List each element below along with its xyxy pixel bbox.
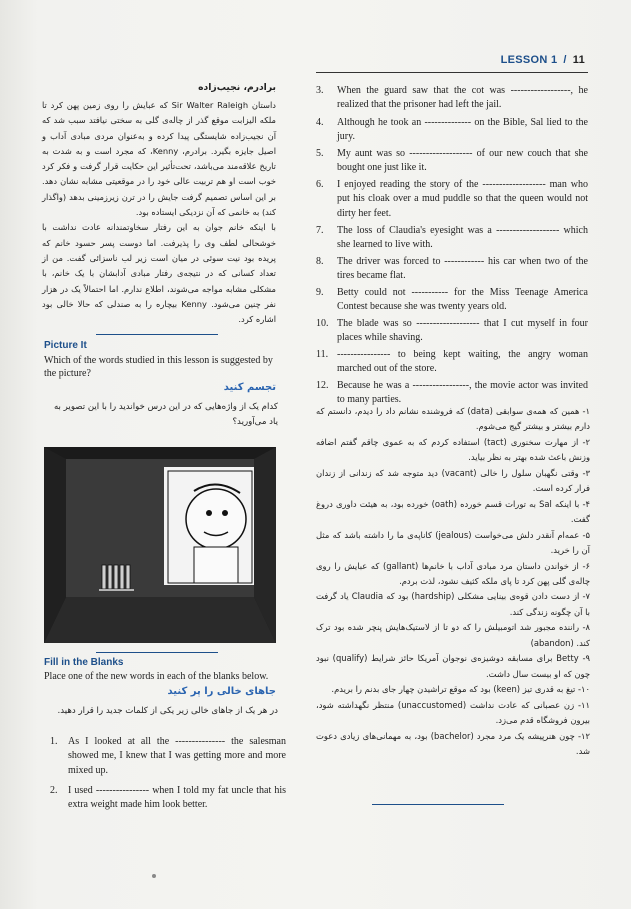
- header-rule: [316, 72, 588, 73]
- question-item: [44, 784, 286, 813]
- question-number: 7.: [316, 225, 324, 236]
- question-number: 12.: [316, 380, 329, 391]
- question-text: Betty could not ----------- for the Miss Teenage America Contest because she was twenty years old.: [337, 287, 588, 313]
- page-number: 11: [572, 54, 585, 66]
- question-text: When the guard saw that the cot was ------------------, he realized that the prisoner had left the jail.: [337, 85, 588, 111]
- question-item: [44, 735, 286, 778]
- section-divider: [372, 804, 504, 805]
- question-number: 8.: [316, 256, 324, 267]
- translation-item: ۱- همین که همه‌ی سوابقی (data) که فروشنده نشانم داد را دیدم، دانستم که دارم بیشتر و بیشتر گیج می‌شوم.: [316, 406, 590, 432]
- translation-item: ۸- راننده مجبور شد اتومبیلش را که دو تا از لاستیک‌هایش پنچر شده بود ترک کند. (abandon): [316, 622, 590, 648]
- question-text: As I looked at all the --------------- the salesman showed me, I knew that I was getting more and more mixed up.: [68, 736, 286, 776]
- picture-it-fa-heading: تجسم کنید: [223, 382, 276, 393]
- lesson-label: LESSON 1: [500, 54, 558, 66]
- translation-item: ۴- با اینکه Sal به تورات قسم خورده (oath) خورده بود، به هیئت داوری دروغ گفت.: [316, 498, 590, 525]
- question-number: 9.: [316, 287, 324, 298]
- story-paragraph: با اینکه خانم جوان به این رفتار سخاوتمندانه عادت نداشت با خوشحالی لطف وی را پذیرفت. اما دوست پسر حسود خانم که پریده بود نیت سوئی در میان است زیر لب ناسزائی گفت. من از تعداد کسانی که در نتیجه‌ی رفتار مبادی آدابشان با یک خانم، با مشکلی مشابه مواجه می‌شوند، اطلاع ندارم. اما احتمالاً یک در هزار نفر چنین می‌شود. Kenny بیچاره را به صندلی که حالا خالی بود اشاره کرد.: [42, 222, 276, 325]
- page-mark: [152, 874, 156, 878]
- question-text: The driver was forced to ------------ his car when two of the tires became flat.: [337, 256, 588, 282]
- question-item: [316, 224, 588, 253]
- translation-item: ۳- وقتی نگهبان سلول را خالی (vacant) دید متوجه شد که زندانی از زندان فرار کرده است.: [316, 467, 590, 494]
- question-text: Although he took an -------------- on the Bible, Sal lied to the jury.: [337, 117, 588, 143]
- page-header: [501, 54, 585, 66]
- question-item: [316, 255, 588, 284]
- question-number: 5.: [316, 148, 324, 159]
- question-item: [316, 348, 588, 377]
- question-number: 10.: [316, 318, 329, 329]
- translation-item: ۱۲- چون هنرپیشه یک مرد مجرد (bachelor) بود، به مهمانی‌های زیادی دعوت شد.: [316, 730, 590, 756]
- question-text: Because he was a -----------------, the movie actor was invited to many parties.: [337, 380, 588, 406]
- question-item: [316, 317, 588, 346]
- fill-blanks-fa-instruction: در هر یک از جاهای خالی زیر یکی از کلمات جدید را قرار دهید.: [57, 706, 278, 716]
- translation-item: ۵- عمه‌ام آنقدر دلش می‌خواست (jealous) کاناپه‌ی ما را داشته باشد که مثل آن را خرید.: [316, 529, 590, 556]
- story-title: برادرم، نجیب‌زاده: [198, 82, 276, 93]
- header-separator: /: [563, 54, 567, 66]
- story-paragraph: داستان Sir Walter Raleigh که عبایش را روی زمین پهن کرد تا ملکه الیزابت موقع گذر از چاله‌ی گلی به سختی نیافتد سبب شد که آن نجیب‌زاده شایستگی پیدا کرده و به‌عنوان مردی مبادی آداب و اصیل جایزه بگیرد. برادرم، Kenny، که مجرد است و به شدت به تاریخ علاقه‌مند می‌باشد، تحت‌تأثیر این حکایت قرار گرفت و فکر کرد خوب است او هم تربیت عالی خود را در موقعیتی مشابه نشان دهد. بر این اساس تصمیم گرفت جایش را در ترن زیرزمینی بدهد (واگذار کند) به خانمی که آن نزدیکی ایستاده بود.: [42, 100, 277, 218]
- question-text: ---------------- to being kept waiting, the angry woman marched out of the store.: [337, 349, 588, 375]
- question-text: The loss of Claudia's eyesight was a ------------------- which she learned to live with.: [337, 225, 588, 251]
- question-text: The blade was so ------------------- that I cut myself in four places while shaving.: [337, 318, 588, 344]
- question-item: [316, 286, 588, 315]
- cartoon-illustration: [44, 447, 276, 643]
- story-text: [42, 98, 276, 327]
- question-number: 3.: [316, 85, 324, 96]
- picture-it-fa-instruction: کدام یک از واژه‌هایی که در این درس خواندید را با این تصویر به یاد می‌آورید؟: [53, 402, 278, 427]
- translation-item: ۱۰- تیغ به قدری تیز (keen) بود که موقع تراشیدن چهار جای بدنم را بریدم.: [331, 684, 590, 695]
- translations-list: [316, 404, 590, 759]
- question-item: [316, 84, 588, 113]
- question-text: I used ---------------- when I told my fat uncle that his extra weight made him look better.: [68, 785, 286, 811]
- translation-item: ۷- از دست دادن قوه‌ی بینایی مشکلی (hardship) بود که Claudia یاد گرفت با آن چگونه زندگی کند.: [316, 591, 590, 617]
- picture-it-heading: Picture It: [44, 340, 87, 351]
- section-divider: [96, 334, 218, 335]
- question-item: [316, 178, 588, 221]
- question-text: I enjoyed reading the story of the ------------------- man who put his cloak over a mud puddle so that the queen would not dirty her feet.: [337, 179, 588, 219]
- section-divider: [96, 652, 218, 653]
- room-cartoon-icon: [44, 447, 276, 643]
- translation-item: ۶- از خواندن داستان مرد مبادی آداب با خانم‌ها (gallant) که عبایش را روی چاله‌ی گلی پهن کرد تا پای ملکه کثیف نشود، لذت بردم.: [316, 560, 590, 586]
- fill-blanks-instruction: Place one of the new words in each of the blanks below.: [44, 671, 269, 682]
- question-number: 6.: [316, 179, 324, 190]
- question-item: [316, 116, 588, 145]
- translation-item: ۹- Betty برای مسابقه دوشیزه‌ی نوجوان آمریکا حائز شرایط (qualify) نبود چون که او بیست سال داشت.: [316, 653, 591, 679]
- translation-item: ۲- از مهارت سخنوری (tact) استفاده کردم که به عموی چاقم گفتم اضافه وزنش باعث شده بهتر به نظر بیاید.: [316, 436, 591, 463]
- question-number: 2.: [50, 785, 58, 796]
- fill-blanks-heading: Fill in the Blanks: [44, 657, 124, 668]
- question-number: 11.: [316, 349, 329, 360]
- question-number: 1.: [50, 736, 58, 747]
- fill-blanks-fa-heading: جاهای خالی را پر کنید: [167, 686, 276, 697]
- picture-it-instruction: Which of the words studied in this lesson is suggested by the picture?: [44, 355, 273, 379]
- translation-item: ۱۱- زن عصبانی که عادت نداشت (unaccustomed) منتظر نگهداشته شود، بیرون فروشگاه قدم می‌زد.: [316, 699, 590, 726]
- question-item: [316, 147, 588, 176]
- question-text: My aunt was so ------------------- of our new couch that she bought one just like it.: [337, 148, 588, 174]
- question-number: 4.: [316, 117, 324, 128]
